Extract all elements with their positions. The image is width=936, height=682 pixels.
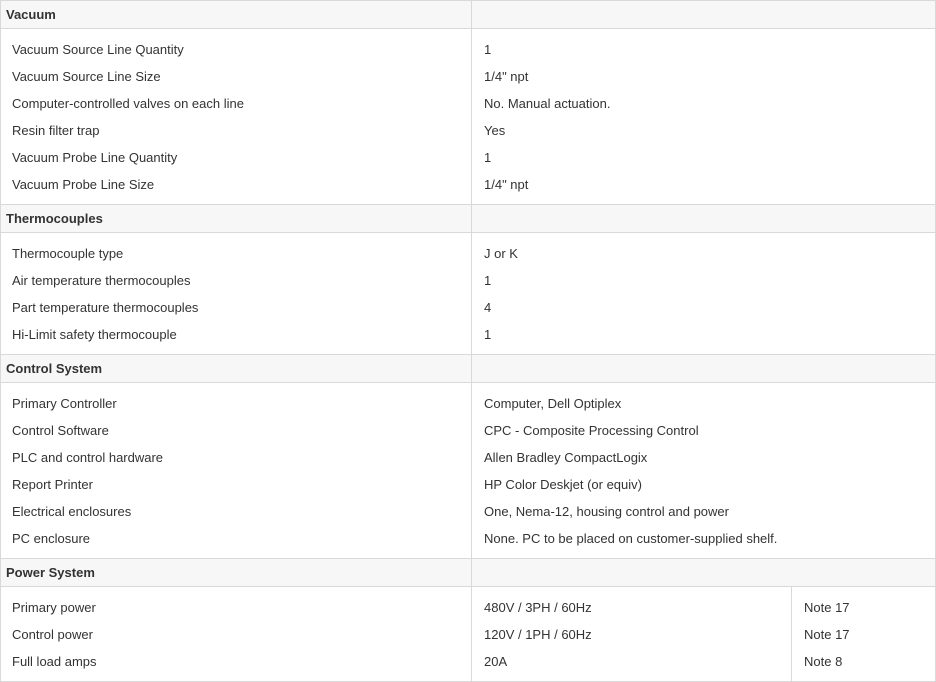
spec-value: HP Color Deskjet (or equiv)	[472, 471, 936, 498]
spec-label: Control power	[1, 621, 472, 648]
spec-label: Vacuum Probe Line Size	[1, 171, 472, 198]
spec-row	[1, 525, 936, 552]
spec-row	[1, 267, 936, 294]
section-header-control-system	[1, 355, 936, 383]
spec-row	[1, 471, 936, 498]
spec-label: Vacuum Source Line Quantity	[1, 36, 472, 63]
spec-label: Report Printer	[1, 471, 472, 498]
spec-label: Full load amps	[1, 648, 472, 675]
section-title: Control System	[1, 355, 472, 383]
spec-row	[1, 621, 936, 648]
spec-value: 4	[472, 294, 936, 321]
spec-value: 1/4" npt	[472, 63, 936, 90]
spec-value: No. Manual actuation.	[472, 90, 936, 117]
spec-label: Part temperature thermocouples	[1, 294, 472, 321]
spec-value: CPC - Composite Processing Control	[472, 417, 936, 444]
spec-row	[1, 36, 936, 63]
spec-value: Yes	[472, 117, 936, 144]
spec-value: Computer, Dell Optiplex	[472, 390, 936, 417]
spec-row	[1, 648, 936, 675]
section-header-vacuum	[1, 1, 936, 29]
spec-value: 480V / 3PH / 60Hz	[472, 594, 792, 621]
spec-row	[1, 594, 936, 621]
section-title: Power System	[1, 559, 472, 587]
spec-row	[1, 240, 936, 267]
spec-note: Note 8	[792, 648, 936, 675]
spec-row	[1, 144, 936, 171]
spec-label: PLC and control hardware	[1, 444, 472, 471]
spec-row	[1, 171, 936, 198]
spec-value: None. PC to be placed on customer-supplied shelf.	[472, 525, 936, 552]
spec-label: Electrical enclosures	[1, 498, 472, 525]
spec-value: 1	[472, 144, 936, 171]
spec-row	[1, 444, 936, 471]
spec-value: 1/4" npt	[472, 171, 936, 198]
section-header-thermocouples	[1, 205, 936, 233]
spec-value: Allen Bradley CompactLogix	[472, 444, 936, 471]
spec-value: One, Nema-12, housing control and power	[472, 498, 936, 525]
spec-value: 120V / 1PH / 60Hz	[472, 621, 792, 648]
spec-value: 1	[472, 36, 936, 63]
spec-note: Note 17	[792, 621, 936, 648]
spec-label: Resin filter trap	[1, 117, 472, 144]
spec-label: Air temperature thermocouples	[1, 267, 472, 294]
spec-row	[1, 321, 936, 348]
spec-row	[1, 390, 936, 417]
spec-note: Note 17	[792, 594, 936, 621]
spec-row	[1, 117, 936, 144]
spec-row	[1, 417, 936, 444]
spec-label: Hi-Limit safety thermocouple	[1, 321, 472, 348]
spec-label: Vacuum Source Line Size	[1, 63, 472, 90]
spec-value: 1	[472, 321, 936, 348]
spec-value: 20A	[472, 648, 792, 675]
spec-value: 1	[472, 267, 936, 294]
spec-label: Vacuum Probe Line Quantity	[1, 144, 472, 171]
spec-row	[1, 294, 936, 321]
spec-label: PC enclosure	[1, 525, 472, 552]
spec-row	[1, 63, 936, 90]
spec-label: Computer-controlled valves on each line	[1, 90, 472, 117]
spec-label: Thermocouple type	[1, 240, 472, 267]
spec-label: Primary Controller	[1, 390, 472, 417]
spec-label: Primary power	[1, 594, 472, 621]
spec-label: Control Software	[1, 417, 472, 444]
spec-value: J or K	[472, 240, 936, 267]
section-title: Vacuum	[1, 1, 472, 29]
section-header-power-system	[1, 559, 936, 587]
spec-row	[1, 90, 936, 117]
section-title: Thermocouples	[1, 205, 472, 233]
spec-row	[1, 498, 936, 525]
